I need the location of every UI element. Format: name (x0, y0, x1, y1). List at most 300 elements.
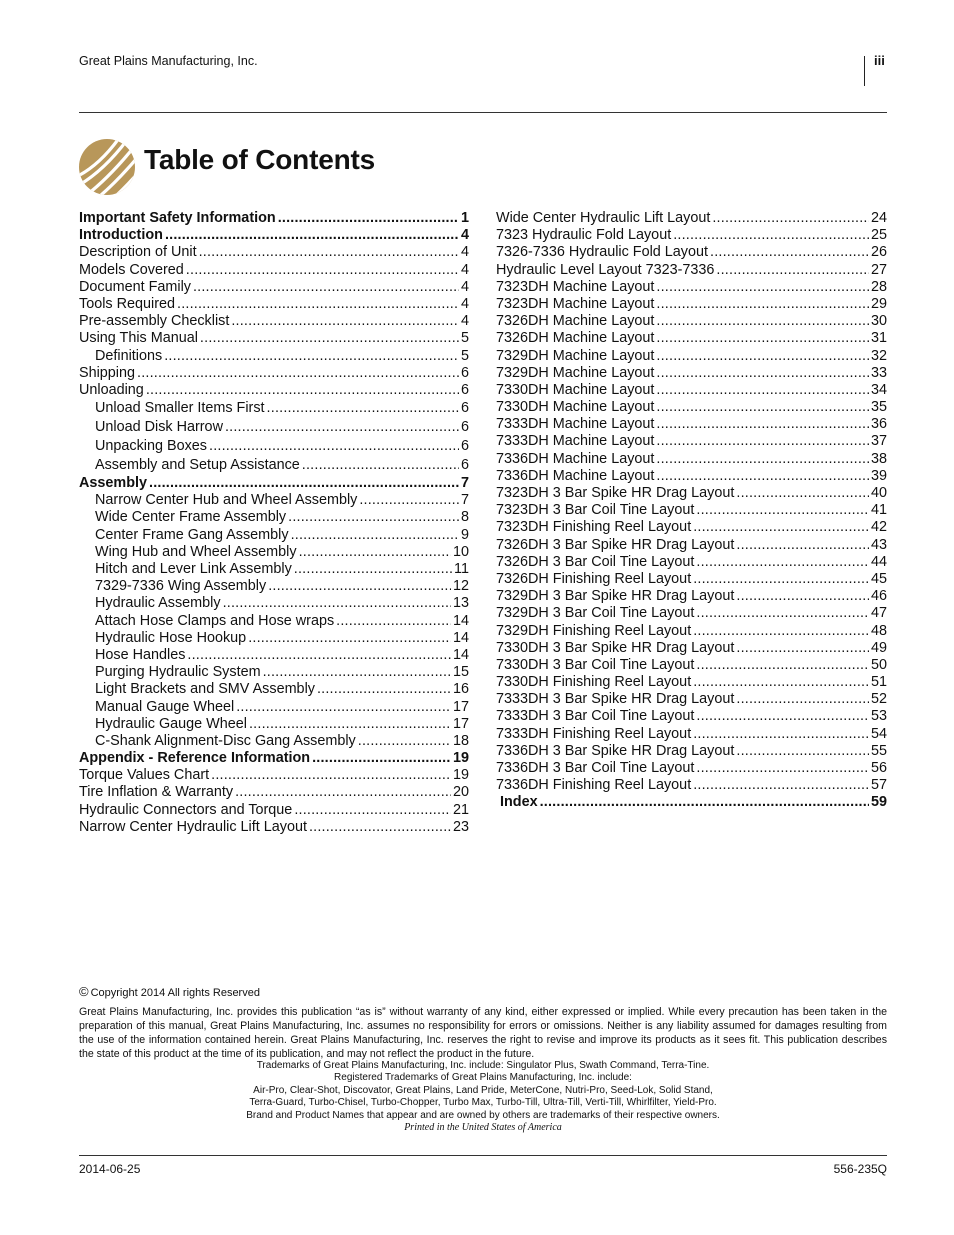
trademarks-line: Trademarks of Great Plains Manufacturing, Inc. include: Singulator Plus, Swath Command, Terra-Tine. (256, 1060, 710, 1071)
header-divider (864, 56, 865, 86)
toc-entry-label: 7326-7336 Hydraulic Fold Layout (496, 244, 708, 261)
toc-entry-page: 47 (870, 605, 887, 622)
toc-entry-page: 1 (460, 210, 469, 226)
toc-entry[interactable] (496, 227, 887, 244)
toc-entry-label: Hose Handles (95, 646, 186, 663)
toc-dot-leader (656, 348, 869, 365)
toc-dot-leader (656, 279, 869, 296)
toc-entry[interactable] (79, 561, 469, 578)
toc-entry-page: 36 (870, 416, 887, 433)
toc-entry-label: Index (500, 794, 538, 811)
toc-entry[interactable] (496, 640, 887, 657)
trademarks-line: Terra-Guard, Turbo-Chisel, Turbo-Chopper, Turbo Max, Turbo-Till, Ultra-Till, Verti-Till, Whirlfilter, Yield-Pro. (249, 1097, 717, 1109)
toc-entry[interactable] (79, 348, 469, 365)
header-page-number: iii (874, 53, 885, 68)
toc-entry[interactable] (79, 365, 469, 382)
toc-entry[interactable] (79, 681, 469, 698)
toc-dot-leader (209, 437, 459, 456)
toc-entry-page: 28 (870, 278, 887, 295)
toc-entry[interactable] (496, 365, 887, 382)
toc-dot-leader (193, 279, 459, 296)
toc-entry-label: 7333DH 3 Bar Spike HR Drag Layout (496, 691, 735, 708)
toc-entry[interactable] (79, 750, 469, 767)
toc-dot-leader (225, 418, 459, 437)
toc-dot-leader (696, 708, 869, 725)
toc-dot-leader (268, 578, 451, 595)
toc-entry-label: Using This Manual (79, 330, 198, 347)
toc-entry-page: 4 (460, 244, 469, 261)
toc-dot-leader (696, 760, 869, 777)
toc-entry-page: 5 (460, 330, 469, 347)
toc-dot-leader (309, 819, 451, 836)
toc-entry-page: 6 (460, 419, 469, 436)
toc-entry-page: 27 (870, 261, 887, 278)
toc-entry-page: 55 (870, 742, 887, 759)
toc-entry-page: 29 (870, 295, 887, 312)
toc-entry-label: Models Covered (79, 261, 184, 278)
toc-entry-label: 7330DH Finishing Reel Layout (496, 674, 692, 691)
toc-entry-page: 4 (460, 295, 469, 312)
toc-entry-label: 7329DH 3 Bar Spike HR Drag Layout (496, 588, 735, 605)
toc-entry-page: 23 (452, 818, 469, 835)
toc-entry-page: 14 (452, 646, 469, 663)
toc-entry-label: Tools Required (79, 295, 175, 312)
toc-entry-page: 33 (870, 364, 887, 381)
toc-entry-label: 7326DH 3 Bar Coil Tine Layout (496, 553, 695, 570)
toc-entry[interactable] (79, 456, 469, 475)
toc-dot-leader (716, 262, 869, 279)
toc-entry[interactable] (79, 382, 469, 399)
toc-entry-page: 31 (870, 330, 887, 347)
toc-entry-page: 16 (452, 681, 469, 698)
toc-entry-label: 7323DH Machine Layout (496, 278, 655, 295)
toc-entry-label: 7330DH Machine Layout (496, 381, 655, 398)
toc-entry-label: Appendix - Reference Information (79, 750, 311, 767)
toc-entry-label: Introduction (79, 227, 163, 244)
toc-entry-label: 7323DH 3 Bar Spike HR Drag Layout (496, 485, 735, 501)
toc-dot-leader (693, 623, 869, 640)
toc-entry[interactable] (79, 492, 469, 509)
toc-entry[interactable] (496, 571, 887, 588)
toc-entry-label: Assembly (79, 475, 147, 492)
toc-dot-leader (693, 726, 869, 743)
toc-entry[interactable] (79, 418, 469, 437)
toc-entry-page: 4 (460, 261, 469, 278)
toc-entry[interactable] (496, 313, 887, 330)
toc-dot-leader (288, 509, 459, 526)
toc-entry-label: Unload Disk Harrow (95, 419, 223, 436)
toc-dot-leader (223, 595, 451, 612)
toc-dot-leader (656, 433, 869, 450)
toc-entry-page: 11 (454, 561, 469, 577)
toc-dot-leader (249, 716, 451, 733)
printed-in-line: Printed in the United States of America (404, 1122, 562, 1134)
toc-dot-leader (211, 767, 451, 784)
toc-left-column (79, 210, 469, 836)
toc-entry[interactable] (79, 716, 469, 733)
toc-entry-page: 10 (452, 543, 469, 560)
toc-dot-leader (186, 262, 459, 279)
toc-entry-page: 4 (460, 227, 469, 244)
toc-entry-page: 39 (870, 467, 887, 484)
toc-entry-label: Hydraulic Connectors and Torque (79, 801, 293, 818)
toc-dot-leader (294, 802, 451, 819)
toc-entry[interactable] (496, 726, 887, 743)
toc-entry-page: 59 (870, 794, 887, 811)
toc-entry[interactable] (496, 244, 887, 261)
toc-entry-page: 34 (870, 381, 887, 398)
toc-entry-page: 52 (870, 691, 887, 708)
toc-entry-label: 7333DH Finishing Reel Layout (496, 725, 692, 742)
toc-entry[interactable] (496, 210, 887, 227)
toc-entry-page: 56 (870, 760, 887, 776)
toc-entry[interactable] (496, 794, 887, 811)
toc-entry[interactable] (496, 399, 887, 416)
toc-entry-label: 7336DH Finishing Reel Layout (496, 777, 692, 794)
toc-entry[interactable] (79, 647, 469, 664)
toc-dot-leader (656, 382, 869, 399)
toc-entry[interactable] (496, 674, 887, 691)
toc-entry-label: Wide Center Hydraulic Lift Layout (496, 210, 711, 226)
toc-dot-leader (187, 647, 451, 664)
toc-entry[interactable] (496, 382, 887, 399)
toc-entry[interactable] (496, 485, 887, 502)
toc-entry-page: 53 (870, 708, 887, 725)
toc-dot-leader (693, 777, 869, 794)
toc-entry-page: 40 (870, 485, 887, 501)
toc-entry[interactable] (79, 475, 469, 492)
toc-dot-leader (302, 456, 459, 475)
toc-entry-page: 37 (870, 433, 887, 450)
toc-entry-label: 7326DH 3 Bar Spike HR Drag Layout (496, 536, 735, 553)
toc-entry-page: 7 (460, 492, 469, 509)
toc-entry[interactable] (79, 613, 469, 630)
toc-entry-page: 9 (460, 526, 469, 543)
toc-entry[interactable] (496, 519, 887, 536)
toc-entry-label: 7329DH 3 Bar Coil Tine Layout (496, 605, 695, 622)
toc-entry-label: 7330DH Machine Layout (496, 399, 655, 416)
toc-dot-leader (263, 664, 451, 681)
toc-entry-label: Definitions (95, 347, 163, 364)
toc-dot-leader (710, 244, 869, 261)
toc-entry-page: 43 (870, 536, 887, 553)
toc-entry-page: 30 (870, 313, 887, 330)
toc-entry-page: 6 (460, 364, 469, 381)
toc-dot-leader (137, 365, 459, 382)
toc-dot-leader (696, 554, 869, 571)
toc-entry-label: 7329-7336 Wing Assembly (95, 578, 267, 595)
toc-entry-page: 7 (460, 475, 469, 492)
toc-entry[interactable] (496, 691, 887, 708)
great-plains-logo-icon (78, 138, 136, 196)
toc-entry-page: 32 (870, 347, 887, 364)
toc-dot-leader (736, 743, 869, 760)
toc-dot-leader (736, 640, 869, 657)
toc-dot-leader (165, 227, 459, 244)
toc-entry-page: 6 (460, 457, 469, 474)
toc-entry-label: Hydraulic Hose Hookup (95, 629, 247, 646)
toc-entry-label: 7333DH 3 Bar Coil Tine Layout (496, 708, 695, 725)
toc-entry[interactable] (496, 554, 887, 571)
toc-entry[interactable] (79, 210, 469, 227)
toc-dot-leader (736, 588, 869, 605)
toc-entry-label: Light Brackets and SMV Assembly (95, 681, 315, 698)
toc-dot-leader (236, 699, 451, 716)
toc-entry-page: 18 (452, 732, 469, 749)
toc-entry-page: 8 (460, 509, 469, 526)
toc-entry-page: 57 (870, 777, 887, 794)
toc-dot-leader (200, 330, 459, 347)
toc-entry-label: 7329DH Machine Layout (496, 347, 655, 364)
toc-dot-leader (693, 519, 869, 536)
toc-dot-leader (673, 227, 869, 244)
toc-entry[interactable] (79, 527, 469, 544)
toc-dot-leader (656, 399, 869, 416)
toc-dot-leader (199, 244, 459, 261)
toc-entry-label: 7333DH Machine Layout (496, 433, 655, 450)
toc-entry[interactable] (79, 802, 469, 819)
toc-entry[interactable] (79, 819, 469, 836)
toc-entry-page: 35 (870, 399, 887, 416)
toc-entry-page: 26 (870, 244, 887, 261)
toc-entry-label: 7336DH 3 Bar Spike HR Drag Layout (496, 742, 735, 759)
toc-entry-label: 7323DH Machine Layout (496, 295, 655, 312)
toc-dot-leader (146, 382, 459, 399)
toc-dot-leader (177, 296, 459, 313)
toc-entry-page: 48 (870, 622, 887, 639)
toc-dot-leader (712, 210, 869, 227)
toc-entry[interactable] (496, 468, 887, 485)
disclaimer-paragraph: Great Plains Manufacturing, Inc. provides this publication “as is” without warranty of any kind, either expressed or implied. While every precaution has been taken in the preparation of this manual, Great Plains Manufacturing, Inc. assumes no responsibility for errors or omissions. Neither is any liability assumed for damages resulting from the use of the information contained herein. Great Plains Manufacturing, Inc. reserves the right to revise and improve its products as it sees fit. This publication describes the state of this product at the time of its publication, and may not reflect the product in the future. (79, 1006, 887, 1060)
toc-dot-leader (235, 784, 451, 801)
toc-dot-leader (696, 502, 869, 519)
toc-entry[interactable] (496, 433, 887, 450)
header-company: Great Plains Manufacturing, Inc. (79, 54, 258, 68)
toc-entry-label: Torque Values Chart (79, 767, 210, 784)
toc-entry[interactable] (496, 348, 887, 365)
toc-entry-label: Narrow Center Hub and Wheel Assembly (95, 492, 358, 509)
trademarks-line: Registered Trademarks of Great Plains Manufacturing, Inc. include: (334, 1072, 632, 1084)
toc-entry[interactable] (79, 733, 469, 750)
toc-entry[interactable] (496, 623, 887, 640)
toc-entry[interactable] (79, 399, 469, 418)
toc-entry-page: 12 (452, 578, 469, 595)
toc-dot-leader (736, 485, 869, 502)
toc-entry-label: Pre-assembly Checklist (79, 313, 230, 330)
toc-entry-label: Unpacking Boxes (95, 438, 207, 455)
footer-rule (79, 1155, 887, 1156)
toc-entry[interactable] (79, 296, 469, 313)
toc-entry-label: Document Family (79, 278, 191, 295)
toc-entry-label: 7336DH 3 Bar Coil Tine Layout (496, 760, 695, 776)
toc-dot-leader (656, 468, 869, 485)
toc-entry[interactable] (496, 777, 887, 794)
toc-entry-label: Narrow Center Hydraulic Lift Layout (79, 818, 307, 835)
toc-entry-label: 7323DH Finishing Reel Layout (496, 519, 692, 536)
toc-entry-page: 5 (460, 347, 469, 364)
toc-entry-page: 6 (460, 381, 469, 398)
toc-dot-leader (656, 451, 869, 468)
toc-entry-page: 19 (452, 767, 469, 784)
toc-entry-page: 6 (460, 438, 469, 455)
toc-entry-label: 7336DH Machine Layout (496, 467, 655, 484)
toc-entry[interactable] (79, 437, 469, 456)
toc-dot-leader (267, 399, 459, 418)
toc-entry-page: 49 (870, 639, 887, 656)
toc-dot-leader (656, 365, 869, 382)
toc-entry-label: Hydraulic Gauge Wheel (95, 715, 247, 732)
toc-entry[interactable] (79, 544, 469, 561)
trademarks-block (79, 1060, 887, 1134)
toc-dot-leader (164, 348, 459, 365)
toc-entry[interactable] (79, 262, 469, 279)
toc-entry-label: Shipping (79, 364, 136, 381)
toc-entry-label: 7330DH 3 Bar Spike HR Drag Layout (496, 639, 735, 656)
toc-entry[interactable] (496, 588, 887, 605)
toc-entry[interactable] (496, 451, 887, 468)
toc-entry-label: Attach Hose Clamps and Hose wraps (95, 612, 335, 629)
toc-entry-label: 7336DH Machine Layout (496, 450, 655, 467)
toc-entry-page: 44 (870, 553, 887, 570)
toc-dot-leader (656, 296, 869, 313)
toc-entry-label: Manual Gauge Wheel (95, 698, 235, 715)
toc-entry-page: 17 (452, 715, 469, 732)
toc-entry-page: 14 (452, 612, 469, 629)
toc-dot-leader (656, 330, 869, 347)
toc-entry[interactable] (79, 330, 469, 347)
toc-dot-leader (696, 605, 869, 622)
toc-entry-page: 6 (460, 400, 469, 417)
toc-entry-label: 7333DH Machine Layout (496, 416, 655, 433)
toc-dot-leader (248, 630, 451, 647)
toc-entry-label: Assembly and Setup Assistance (95, 457, 300, 474)
toc-entry-label: 7329DH Machine Layout (496, 364, 655, 381)
toc-entry-page: 4 (460, 278, 469, 295)
toc-dot-leader (736, 691, 869, 708)
toc-entry-label: Center Frame Gang Assembly (95, 526, 289, 543)
footer-doc-number: 556-235Q (833, 1162, 887, 1176)
toc-entry-page: 51 (870, 674, 887, 691)
toc-entry-page: 38 (870, 450, 887, 467)
toc-entry-label: Unload Smaller Items First (95, 400, 265, 417)
toc-entry[interactable] (496, 743, 887, 760)
toc-entry[interactable] (79, 509, 469, 526)
toc-entry[interactable] (79, 630, 469, 647)
toc-entry-label: 7326DH Machine Layout (496, 330, 655, 347)
toc-entry[interactable] (79, 279, 469, 296)
toc-entry[interactable] (79, 784, 469, 801)
toc-entry[interactable] (496, 760, 887, 777)
toc-dot-leader (656, 416, 869, 433)
toc-entry[interactable] (79, 227, 469, 244)
toc-right-column (496, 210, 887, 812)
toc-entry-label: Hitch and Lever Link Assembly (95, 561, 292, 577)
toc-entry-page: 42 (870, 519, 887, 536)
toc-entry[interactable] (79, 578, 469, 595)
toc-entry[interactable] (79, 699, 469, 716)
toc-entry[interactable] (496, 605, 887, 622)
toc-dot-leader (317, 681, 451, 698)
toc-dot-leader (656, 313, 869, 330)
toc-entry[interactable] (79, 664, 469, 681)
toc-dot-leader (696, 657, 869, 674)
toc-entry-page: 17 (452, 698, 469, 715)
page-title: Table of Contents (144, 144, 375, 175)
toc-entry-page: 24 (870, 210, 887, 226)
toc-dot-leader (693, 571, 869, 588)
toc-entry-page: 54 (870, 725, 887, 742)
toc-entry-label: 7329DH Finishing Reel Layout (496, 622, 692, 639)
toc-entry-page: 45 (870, 570, 887, 587)
copyright-text: Copyright 2014 All rights Reserved (90, 987, 260, 999)
trademarks-line: Air-Pro, Clear-Shot, Discovator, Great Plains, Land Pride, MeterCone, Nutri-Pro, Seed-Lok, Solid Stand, (253, 1084, 713, 1096)
copyright-line (79, 984, 260, 999)
footer-date: 2014-06-25 (79, 1162, 141, 1176)
toc-dot-leader (291, 527, 459, 544)
toc-entry-page: 15 (452, 664, 469, 681)
toc-dot-leader (693, 674, 869, 691)
toc-entry-label: 7323 Hydraulic Fold Layout (496, 227, 672, 244)
toc-entry[interactable] (79, 244, 469, 261)
toc-dot-leader (278, 210, 459, 227)
toc-entry[interactable] (496, 262, 887, 279)
toc-entry[interactable] (496, 279, 887, 296)
toc-entry-label: Hydraulic Assembly (95, 595, 221, 612)
toc-dot-leader (231, 313, 459, 330)
toc-entry-label: 7330DH 3 Bar Coil Tine Layout (496, 656, 695, 673)
toc-entry[interactable] (496, 657, 887, 674)
toc-dot-leader (149, 475, 459, 492)
toc-entry-page: 14 (452, 629, 469, 646)
toc-entry-label: Tire Inflation & Warranty (79, 784, 234, 801)
toc-entry-label: Purging Hydraulic System (95, 664, 261, 681)
header-rule (79, 112, 887, 113)
toc-entry-page: 25 (870, 227, 887, 244)
toc-entry-label: Wing Hub and Wheel Assembly (95, 543, 297, 560)
toc-entry-label: Wide Center Frame Assembly (95, 509, 287, 526)
toc-dot-leader (359, 492, 459, 509)
toc-entry[interactable] (496, 502, 887, 519)
copyright-symbol: © (79, 984, 89, 999)
toc-entry-label: Unloading (79, 381, 144, 398)
toc-dot-leader (336, 613, 451, 630)
toc-entry[interactable] (79, 767, 469, 784)
toc-entry[interactable] (79, 595, 469, 612)
toc-entry-page: 20 (452, 784, 469, 801)
toc-entry-label: Hydraulic Level Layout 7323-7336 (496, 261, 715, 278)
toc-entry[interactable] (496, 330, 887, 347)
toc-entry[interactable] (79, 313, 469, 330)
toc-dot-leader (736, 537, 869, 554)
toc-entry-label: Important Safety Information (79, 210, 276, 226)
toc-entry-label: C-Shank Alignment-Disc Gang Assembly (95, 732, 356, 749)
toc-entry-label: 7323DH 3 Bar Coil Tine Layout (496, 502, 695, 519)
toc-entry[interactable] (496, 416, 887, 433)
toc-entry[interactable] (496, 537, 887, 554)
toc-entry-page: 13 (452, 595, 469, 612)
toc-dot-leader (358, 733, 451, 750)
toc-entry-label: Description of Unit (79, 244, 197, 261)
toc-entry[interactable] (496, 296, 887, 313)
trademarks-line: Brand and Product Names that appear and are owned by others are trademarks of their respective owners. (246, 1109, 720, 1121)
toc-dot-leader (540, 794, 869, 811)
toc-entry-page: 21 (452, 801, 469, 818)
toc-dot-leader (294, 561, 452, 578)
toc-entry-label: 7326DH Finishing Reel Layout (496, 570, 692, 587)
toc-dot-leader (299, 544, 451, 561)
toc-entry[interactable] (496, 708, 887, 725)
toc-entry-page: 19 (452, 750, 469, 767)
